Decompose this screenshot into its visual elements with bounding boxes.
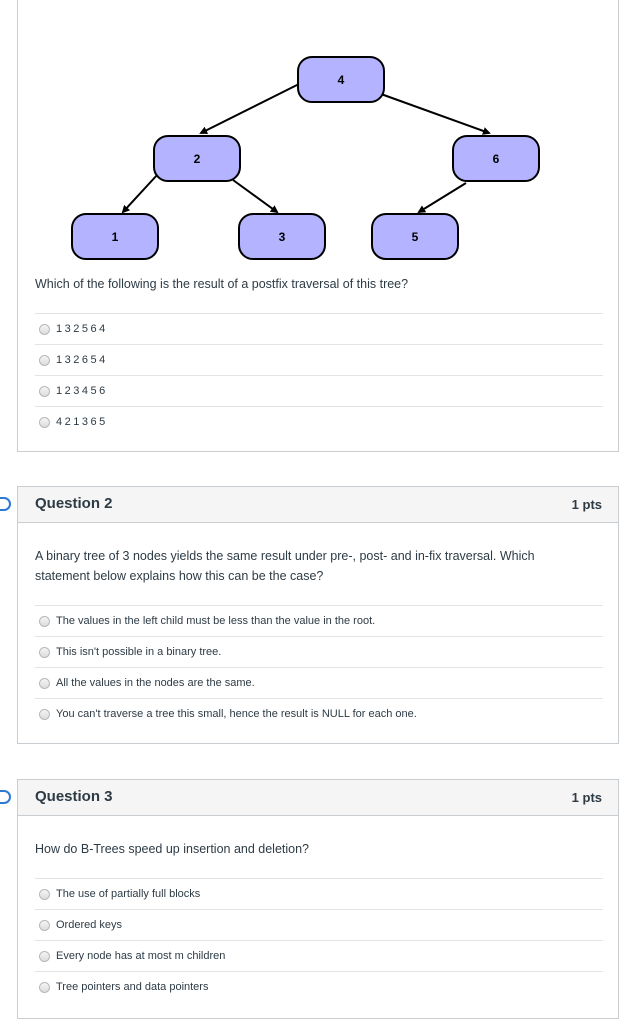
answer-label: Ordered keys [56,919,123,931]
answer-label: 132564 [56,323,108,335]
answer-label: The use of partially full blocks [56,888,201,900]
tree-node-4 [298,57,384,102]
edge-6-5 [419,183,466,212]
question-1-answers [35,313,603,437]
tree-node-2-label: 2 [193,152,201,166]
tree-node-2 [154,136,240,181]
answer-label: All the values in the nodes are the same. [56,677,255,689]
question-2-text: A binary tree of 3 nodes yields the same result under pre-, post- and in-fix traversal. Which statement below explains how this can be the case? [35,549,535,583]
question-3-header [18,780,618,816]
answer-option[interactable] [35,667,603,698]
radio-button[interactable] [39,920,50,931]
question-3-text: How do B-Trees speed up insertion and deletion? [35,842,310,856]
answer-option[interactable] [35,878,603,909]
radio-button[interactable] [39,678,50,689]
flag-question-icon[interactable] [0,497,11,511]
radio-button[interactable] [39,709,50,720]
edge-2-1 [123,174,158,212]
radio-button[interactable] [39,647,50,658]
question-3-card [17,779,619,1019]
tree-node-3-label: 3 [278,230,286,244]
tree-node-5-label: 5 [411,230,419,244]
radio-button[interactable] [39,386,50,397]
answer-option[interactable] [35,375,603,406]
question-1-text: Which of the following is the result of a postfix traversal of this tree? [35,277,409,291]
radio-button[interactable] [39,982,50,993]
question-2-card [17,486,619,744]
tree-diagram [18,0,620,260]
tree-node-3 [239,214,325,259]
radio-button[interactable] [39,355,50,366]
flag-question-icon[interactable] [0,790,11,804]
edge-4-2 [201,83,301,133]
radio-button[interactable] [39,616,50,627]
tree-node-4-label: 4 [337,73,345,87]
radio-button[interactable] [39,324,50,335]
answer-label: The values in the left child must be less than the value in the root. [56,615,376,627]
answer-label: You can't traverse a tree this small, hence the result is NULL for each one. [56,708,417,720]
radio-button[interactable] [39,417,50,428]
question-3-answers [35,878,603,1002]
radio-button[interactable] [39,889,50,900]
answer-label: 123456 [56,385,108,397]
tree-node-6 [453,136,539,181]
answer-label: Tree pointers and data pointers [56,981,209,993]
answer-option[interactable] [35,313,603,344]
answer-option[interactable] [35,344,603,375]
answer-label: 421365 [56,416,108,428]
question-3-title: Question 3 [35,788,113,805]
tree-node-5 [372,214,458,259]
edge-2-3 [233,180,277,212]
question-1-card [17,0,619,452]
question-2-header [18,487,618,523]
edge-4-6 [381,94,489,133]
answer-label: This isn't possible in a binary tree. [56,646,222,658]
answer-label: Every node has at most m children [56,950,226,962]
tree-node-1-label: 1 [111,230,119,244]
answer-option[interactable] [35,940,603,971]
answer-option[interactable] [35,636,603,667]
answer-option[interactable] [35,406,603,437]
answer-option[interactable] [35,605,603,636]
answer-option[interactable] [35,698,603,729]
radio-button[interactable] [39,951,50,962]
question-2-answers [35,605,603,729]
tree-node-6-label: 6 [492,152,500,166]
answer-option[interactable] [35,909,603,940]
question-2-points: 1 pts [571,497,602,512]
answer-option[interactable] [35,971,603,1002]
tree-node-1 [72,214,158,259]
answer-label: 132654 [56,354,108,366]
question-2-title: Question 2 [35,495,113,512]
question-3-points: 1 pts [571,790,602,805]
